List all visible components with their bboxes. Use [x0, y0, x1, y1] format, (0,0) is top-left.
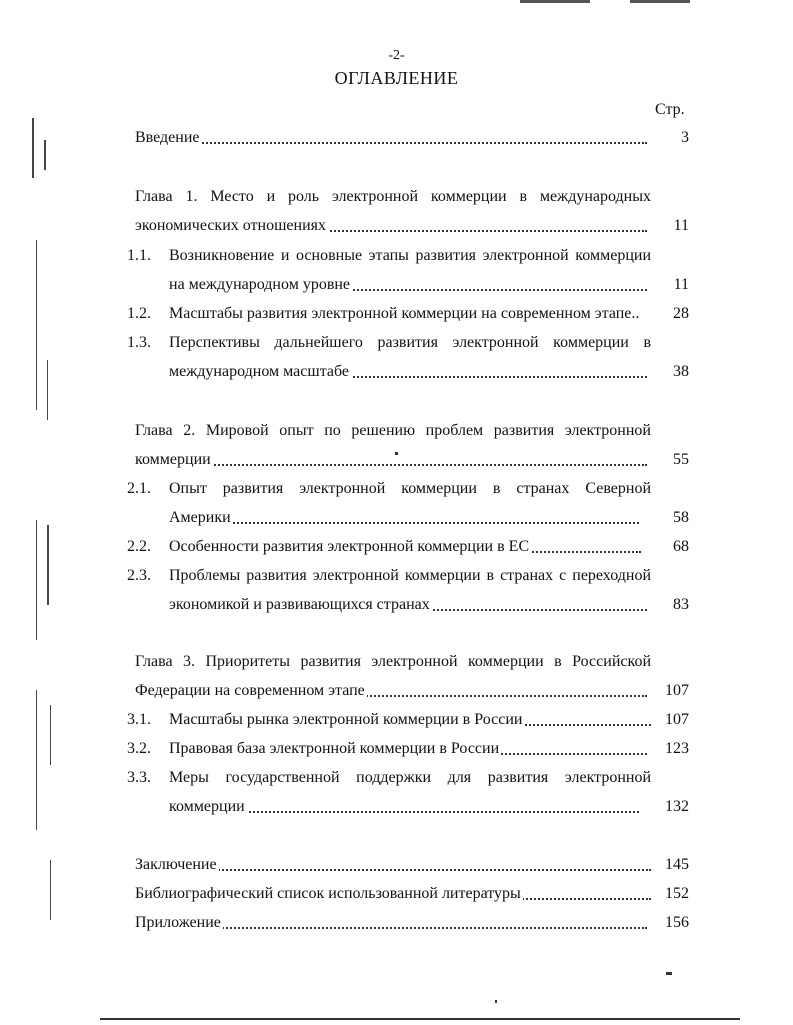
scan-artifact-top — [520, 0, 700, 4]
scan-artifact-bottom — [100, 1018, 740, 1020]
toc-section-title-cont — [169, 507, 639, 529]
toc-entry-page: 11 — [673, 276, 689, 293]
toc-section-title: Опыт развития электронной коммерции в странах Северной — [169, 480, 651, 497]
toc-entry-page: 55 — [673, 451, 689, 468]
toc-entry-conclusion — [135, 854, 651, 876]
toc-chapter-1-title-cont — [135, 215, 647, 237]
toc-section-title — [169, 536, 641, 558]
toc-entry-label: коммерции — [135, 451, 211, 468]
toc-entry-page: 156 — [665, 914, 689, 931]
toc-entry-page: 38 — [673, 363, 689, 380]
toc-section-number: 1.1. — [127, 247, 151, 264]
toc-section-number: 2.1. — [127, 480, 151, 497]
toc-section-title: Масштабы развития электронной коммерции на современном этапе.. — [169, 305, 640, 322]
toc-entry-label: Масштабы рынка электронной коммерции в России — [169, 711, 523, 728]
toc-section-number: 2.2. — [127, 538, 151, 555]
toc-entry-label: экономических отношениях — [135, 217, 327, 234]
scan-speck — [495, 1000, 497, 1003]
toc-section-number: 3.1. — [127, 711, 151, 728]
toc-entry-intro — [135, 127, 647, 149]
toc-chapter-2-title-cont — [135, 449, 647, 471]
toc-entry-page: 107 — [665, 711, 689, 728]
toc-entry-label: Приложение — [135, 914, 221, 931]
toc-chapter-3-title-cont — [135, 680, 647, 702]
page-column-header: Стр. — [655, 101, 685, 118]
toc-entry-page: 107 — [665, 682, 689, 699]
toc-entry-label: экономикой и развивающихся странах — [169, 596, 430, 613]
toc-entry-label: международном масштабе — [169, 363, 350, 380]
toc-entry-page: 28 — [673, 305, 689, 322]
toc-entry-page: 123 — [665, 740, 689, 757]
toc-entry-label: Особенности развития электронной коммерции в ЕС — [169, 538, 530, 555]
toc-entry-page: 152 — [665, 885, 689, 902]
toc-entry-page: 3 — [681, 129, 689, 146]
toc-entry-page: 58 — [673, 509, 689, 526]
toc-entry-label: Федерации на современном этапе — [135, 682, 365, 699]
toc-entry-label: Правовая база электронной коммерции в России — [169, 740, 500, 757]
page-number: -2- — [388, 48, 405, 63]
toc-section-number: 2.3. — [127, 567, 151, 584]
toc-chapter-3-title: Глава 3. Приоритеты развития электронной коммерции в Российской — [135, 653, 651, 670]
toc-entry-page: 68 — [673, 538, 689, 555]
toc-entry-label: на международном уровне — [169, 276, 351, 293]
scan-artifact-left-margin — [0, 0, 70, 1025]
toc-entry-label: Америки — [169, 509, 231, 526]
toc-entry-page: 11 — [673, 217, 689, 234]
toc-section-title: Проблемы развития электронной коммерции в странах с переходной — [169, 567, 651, 584]
toc-entry-page: 83 — [673, 596, 689, 613]
scan-speck — [666, 972, 672, 975]
toc-entry-bibliography — [135, 883, 651, 905]
toc-entry-label: Библиографический список использованной литературы — [135, 885, 521, 902]
toc-entry-page: 132 — [665, 798, 689, 815]
toc-section-title: Меры государственной поддержки для развития электронной — [169, 769, 651, 786]
toc-section-title: Возникновение и основные этапы развития электронной коммерции — [169, 247, 651, 264]
toc-chapter-1-title: Глава 1. Место и роль электронной коммерции в международных — [135, 188, 651, 205]
toc-section-title — [169, 709, 651, 731]
toc-section-title-cont — [169, 796, 639, 818]
toc-entry-appendix — [135, 912, 647, 934]
toc-section-number: 3.3. — [127, 769, 151, 786]
toc-section-title-cont — [169, 274, 647, 296]
page-title: ОГЛАВЛЕНИЕ — [334, 68, 459, 88]
toc-section-title — [169, 738, 647, 760]
toc-entry-page: 145 — [665, 856, 689, 873]
toc-section-title-cont — [169, 594, 647, 616]
toc-entry-label: Заключение — [135, 856, 217, 873]
toc-section-title: Перспективы дальнейшего развития электронной коммерции в — [169, 334, 651, 351]
toc-section-number: 1.3. — [127, 334, 151, 351]
toc-chapter-2-title: Глава 2. Мировой опыт по решению проблем развития электронной — [135, 422, 651, 439]
toc-section-number: 1.2. — [127, 305, 151, 322]
toc-section-title-cont — [169, 361, 647, 383]
toc-entry-label: коммерции — [169, 798, 245, 815]
toc-entry-label: Введение — [135, 129, 200, 146]
toc-section-number: 3.2. — [127, 740, 151, 757]
